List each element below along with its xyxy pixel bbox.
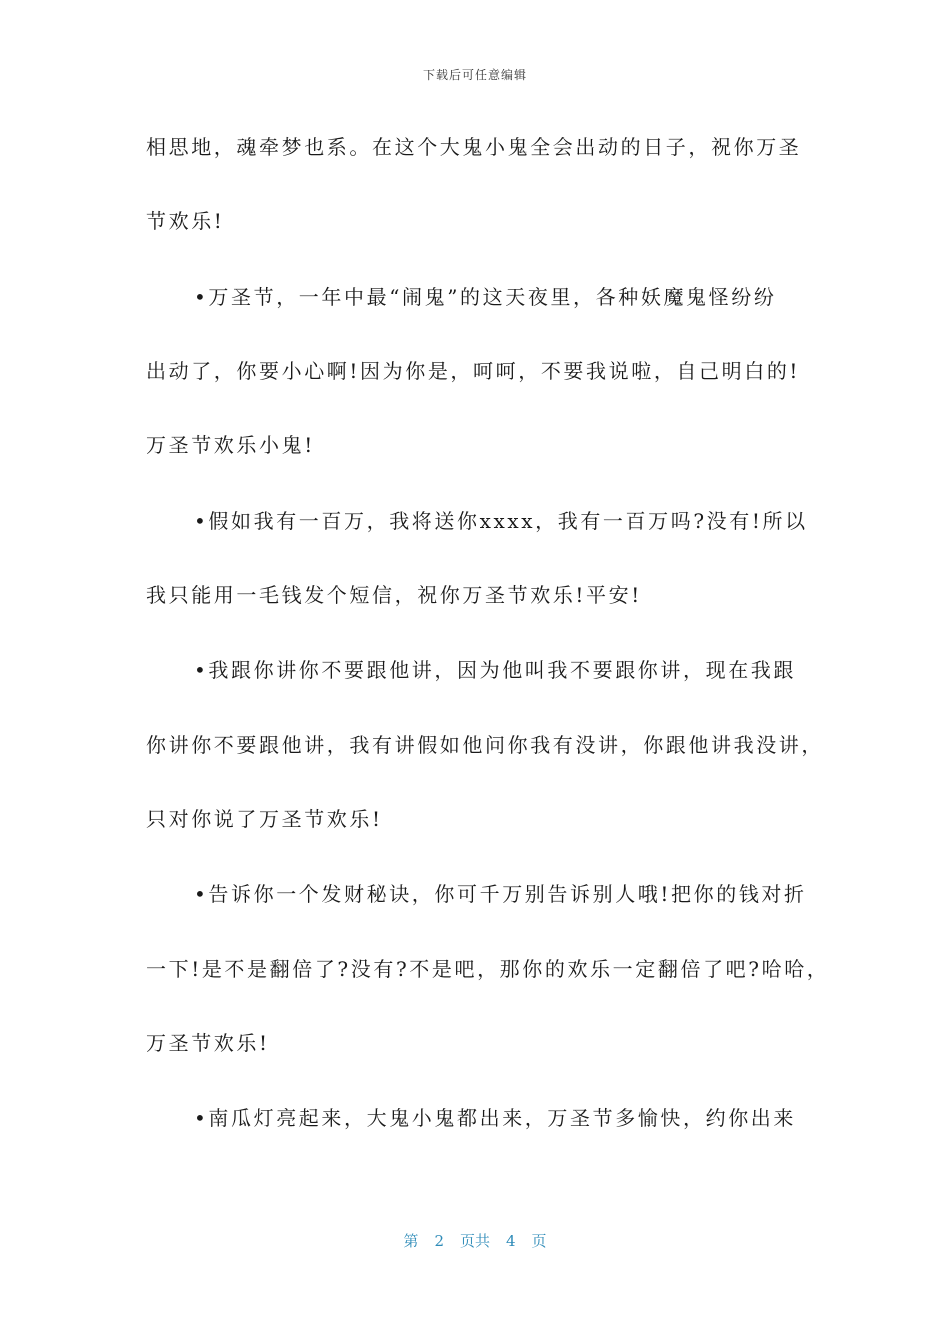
bullet-paragraph-line: •南瓜灯亮起来，大鬼小鬼都出来，万圣节多愉快，约你出来 — [194, 1106, 796, 1130]
bullet-paragraph-line: •假如我有一百万，我将送你xxxx，我有一百万吗?没有!所以 — [194, 509, 808, 533]
page-footer — [0, 1230, 950, 1251]
text-line: 一下!是不是翻倍了?没有?不是吧，那你的欢乐一定翻倍了吧?哈哈， — [146, 957, 830, 981]
bullet-paragraph-line: •告诉你一个发财秘诀，你可千万别告诉别人哦!把你的钱对折 — [194, 882, 807, 906]
text-line: 你讲你不要跟他讲，我有讲假如他问你我有没讲，你跟他讲我没讲， — [146, 733, 824, 757]
footer-middle: 页共 — [459, 1232, 490, 1250]
text-line: 万圣节欢乐小鬼! — [146, 433, 315, 457]
page-header: 下载后可任意编辑 — [422, 68, 527, 82]
footer-suffix: 页 — [531, 1232, 547, 1250]
text-line: 节欢乐! — [146, 209, 225, 233]
footer-prefix: 第 — [403, 1232, 419, 1250]
bullet-paragraph-line: •万圣节，一年中最“闹鬼”的这天夜里，各种妖魔鬼怪纷纷 — [194, 285, 777, 309]
bullet-paragraph-line: •我跟你讲你不要跟他讲，因为他叫我不要跟你讲，现在我跟 — [194, 658, 796, 682]
text-line: 相思地，魂牵梦也系。在这个大鬼小鬼全会出动的日子，祝你万圣 — [146, 135, 802, 159]
footer-page-number: 2 — [434, 1232, 444, 1250]
text-line: 只对你说了万圣节欢乐! — [146, 807, 383, 831]
text-line: 万圣节欢乐! — [146, 1031, 270, 1055]
text-line: 我只能用一毛钱发个短信，祝你万圣节欢乐!平安! — [146, 583, 642, 607]
footer-total-pages: 4 — [506, 1232, 516, 1250]
text-line: 出动了，你要小心啊!因为你是，呵呵，不要我说啦，自己明白的! — [146, 359, 801, 383]
